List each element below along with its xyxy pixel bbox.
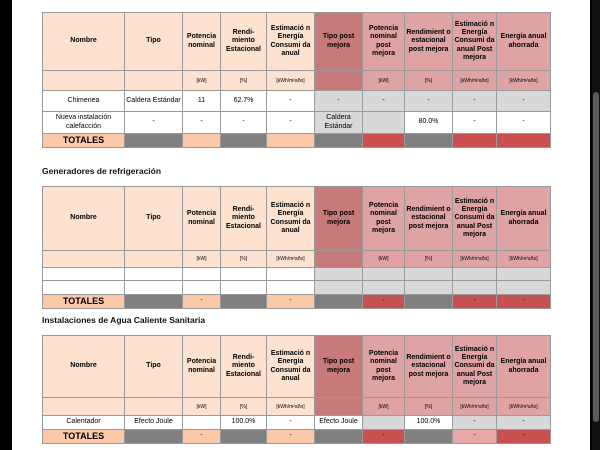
units-row: [kW] [%] [kWh/m²año] [kW] [%] [kWh/m²año] [kWh/m²año] — [43, 251, 551, 268]
header-potencia-post: Potencia nominal post mejora — [363, 13, 405, 71]
scrollbar-thumb[interactable] — [593, 92, 599, 422]
table-row: Chimenea Caldera Estándar 11 62.7% - - - - - - — [43, 91, 551, 112]
header-row — [43, 13, 551, 71]
header-tipo: Tipo — [125, 13, 183, 71]
table-row — [43, 281, 551, 295]
header-estimacion-post: Estimació n Energía Consumi da anual Post mejora — [453, 13, 497, 71]
unit-kw-post: [kW] — [363, 71, 405, 91]
units-row: [kW] [%] [kWh/m²año] [kW] [%] [kWh/m²año] [kWh/m²año] — [43, 398, 551, 416]
unit-kw: [kW] — [183, 71, 221, 91]
scrollbar[interactable] — [592, 0, 600, 450]
table-row — [43, 268, 551, 281]
totals-row: TOTALES - - - - - — [43, 295, 551, 309]
header-row: Nombre Tipo Potencia nominal Rendi-miento Estacional Estimació n Energía Consumi da anual Tipo post mejora Potencia nominal post mejora Rendimient o estacional post mejora Estimació n Energía Consumi da anual Post mejora Energía anual ahorrada — [43, 187, 551, 251]
units-row — [43, 71, 551, 91]
header-estimacion: Estimació n Energía Consumi da anual — [267, 13, 315, 71]
header-nombre: Nombre — [43, 13, 125, 71]
unit-pct: [%] — [221, 71, 267, 91]
section-title-acs: Instalaciones de Agua Caliente Sanitaria — [42, 315, 206, 325]
header-rendimiento: Rendi-miento Estacional — [221, 13, 267, 71]
table-row: Nueva instalación calefacción - - - - Caldera Estándar 80.0% - - — [43, 112, 551, 134]
totals-row — [43, 134, 551, 148]
heating-table — [42, 12, 551, 148]
hot-water-table — [42, 335, 551, 444]
totals-row: TOTALES - - - - - — [43, 430, 551, 444]
header-tipo-post: Tipo post mejora — [315, 13, 363, 71]
section-title-refrigeracion: Generadores de refrigeración — [42, 166, 162, 176]
header-rendimiento-post: Rendimient o estacional post mejora — [405, 13, 453, 71]
unit-kwh: [kWh/m²año] — [267, 71, 315, 91]
unit-kwh-ahorro: [kWh/m²año] — [497, 71, 551, 91]
unit-kwh-post: [kWh/m²año] — [453, 71, 497, 91]
unit-pct-post: [%] — [405, 71, 453, 91]
totals-label: TOTALES — [43, 134, 125, 148]
header-energia-ahorrada: Energía anual ahorrada — [497, 13, 551, 71]
cooling-table — [42, 186, 551, 309]
header-row: Nombre Tipo Potencia nominal Rendi-miento Estacional Estimació n Energía Consumi da anual Tipo post mejora Potencia nominal post mejora Rendimient o estacional post mejora Estimació n Energía Consumi da anual Post mejora Energía anual ahorrada — [43, 336, 551, 398]
table-row: Calentador Efecto Joule 100.0% - Efecto Joule 100.0% - - — [43, 416, 551, 430]
header-potencia: Potencia nominal — [183, 13, 221, 71]
